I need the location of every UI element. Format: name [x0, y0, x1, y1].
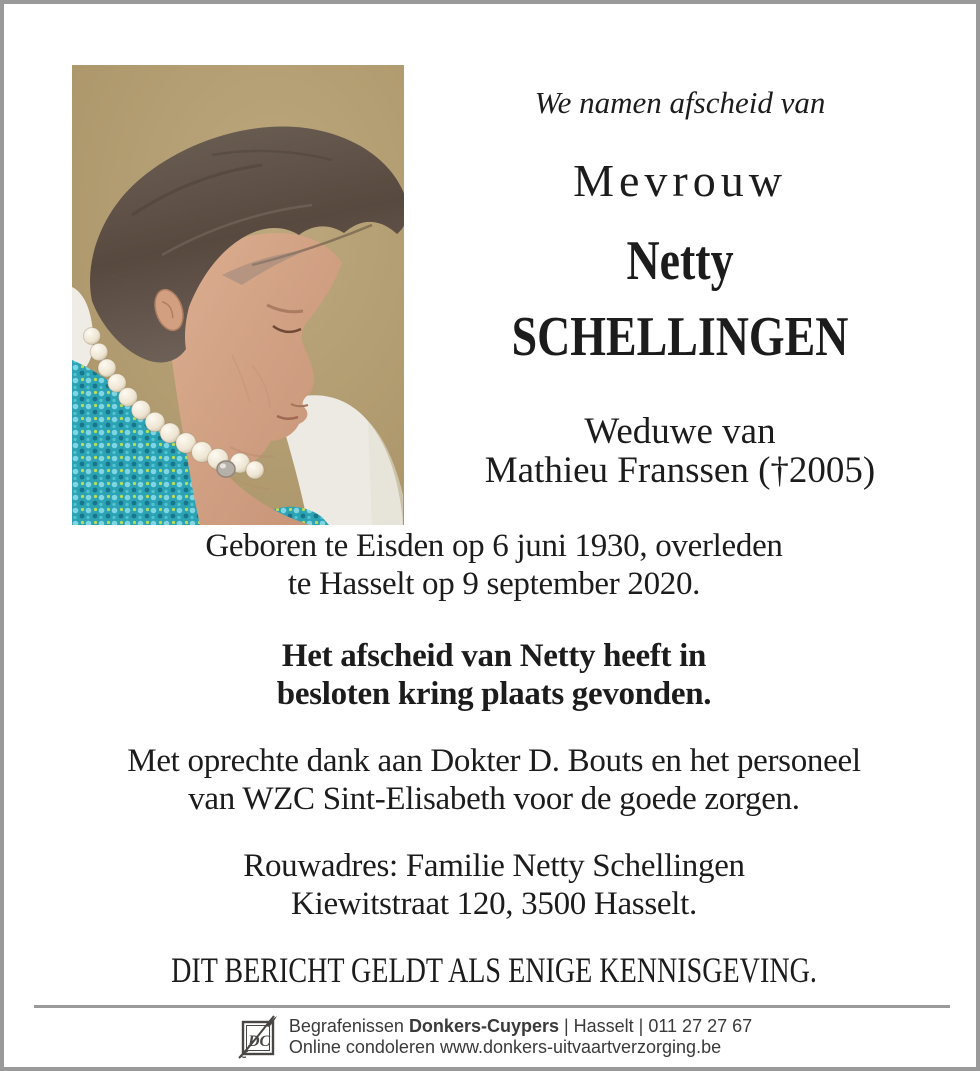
footer-line2-website: Online condoleren www.donkers-uitvaartverzorging.be — [288, 1037, 722, 1057]
footer-company-name: Donkers-Cuypers — [408, 1016, 559, 1036]
thanks-line1: Met oprechte dank aan Dokter D. Bouts en het personeel — [127, 743, 861, 779]
farewell-intro: We namen afscheid van — [534, 85, 826, 120]
widow-of-line2: Mathieu Franssen (†2005) — [484, 450, 876, 491]
thanks-line2: van WZC Sint-Elisabeth voor de goede zorgen. — [188, 781, 800, 817]
private-farewell — [22, 637, 966, 713]
portrait-photo — [72, 65, 404, 525]
mourning-address-line1: Rouwadres: Familie Netty Schellingen — [243, 848, 745, 884]
thanks-message — [22, 742, 966, 818]
mourning-address-line2: Kiewitstraat 120, 3500 Hasselt. — [291, 886, 697, 922]
deceased-last-name: SCHELLINGEN — [511, 306, 849, 368]
deceased-first-name: Netty — [626, 230, 734, 292]
private-farewell-line1: Het afscheid van Netty heeft in — [281, 638, 707, 674]
life-dates-line1: Geboren te Eisden op 6 juni 1930, overleden — [205, 528, 783, 564]
logo-monogram: DC — [247, 1033, 271, 1050]
funeral-home-footer — [4, 1013, 980, 1061]
footer-divider — [34, 1005, 950, 1008]
footer-line1-prefix: Begrafenissen — [288, 1016, 409, 1036]
mourning-address — [22, 847, 966, 923]
widow-of-line1: Weduwe van — [584, 411, 776, 452]
life-dates-line2: te Hasselt op 9 september 2020. — [287, 566, 701, 602]
footer-line1-suffix: | Hasselt | 011 27 27 67 — [558, 1016, 753, 1036]
footer-line1 — [289, 1016, 752, 1037]
widow-of — [406, 412, 954, 490]
life-dates — [22, 527, 966, 603]
private-farewell-line2: besloten kring plaats gevonden. — [276, 676, 712, 712]
salutation: Mevrouw — [573, 155, 787, 206]
funeral-home-logo-icon — [236, 1013, 280, 1061]
portrait-photo-art — [72, 65, 404, 525]
footer-text — [289, 1016, 752, 1058]
closing-notice: DIT BERICHT GELDT ALS ENIGE KENNISGEVING. — [171, 950, 817, 990]
